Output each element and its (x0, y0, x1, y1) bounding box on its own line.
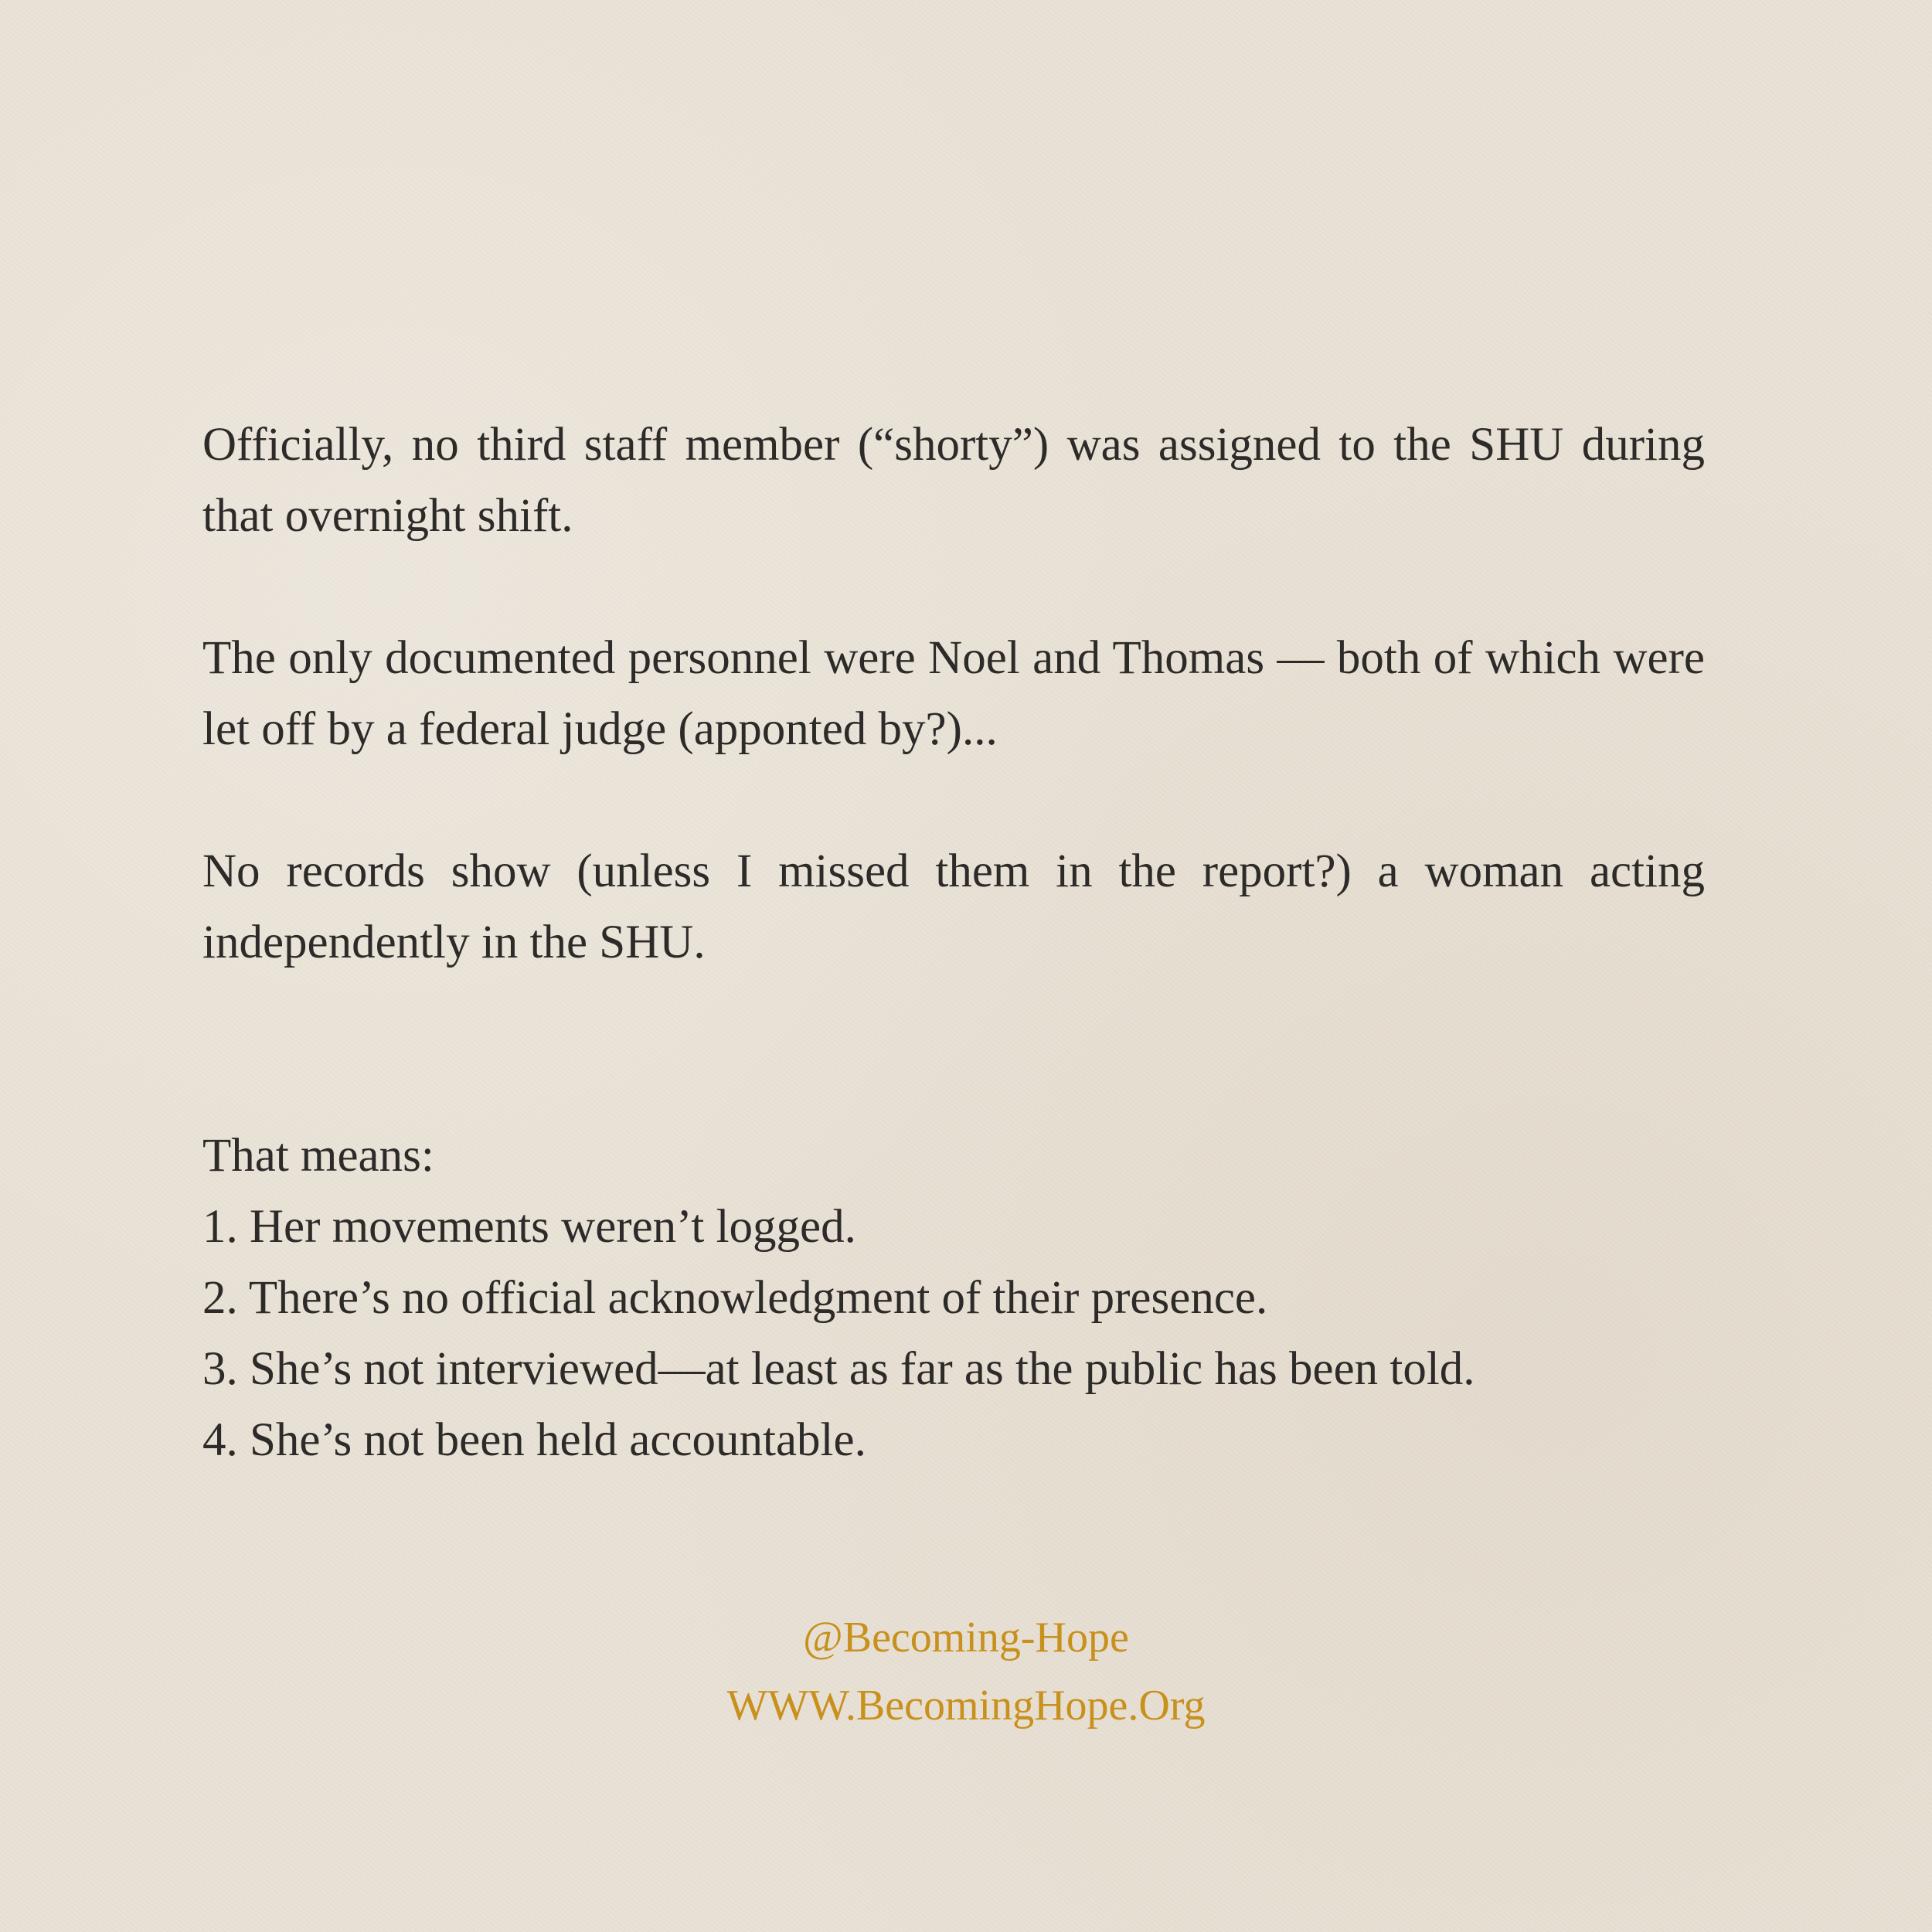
list-item: 3. She’s not interviewed—at least as far as the public has been told. (202, 1343, 1475, 1395)
footer-credits (0, 1604, 1932, 1740)
implications-list (202, 1192, 1705, 1476)
paragraph-documented-personnel: The only documented personnel were Noel and Thomas — both of which were let off by a federal judge (apponted by?)... (202, 632, 1705, 755)
social-handle: @Becoming-Hope (803, 1614, 1129, 1662)
document-body (202, 410, 1705, 1476)
list-item: 1. Her movements weren’t logged. (202, 1201, 856, 1253)
website-url: WWW.BecomingHope.Org (726, 1682, 1206, 1730)
implications-section (202, 1121, 1705, 1476)
paragraph-records: No records show (unless I missed them in the report?) a woman acting independently in the SHU. (202, 845, 1705, 968)
paragraph-staff-assignment: Officially, no third staff member (“shorty”) was assigned to the SHU during that overnight shift. (202, 419, 1705, 542)
implications-title: That means: (202, 1130, 434, 1182)
list-item: 2. There’s no official acknowledgment of their presence. (202, 1272, 1268, 1324)
list-item: 4. She’s not been held accountable. (202, 1414, 866, 1466)
